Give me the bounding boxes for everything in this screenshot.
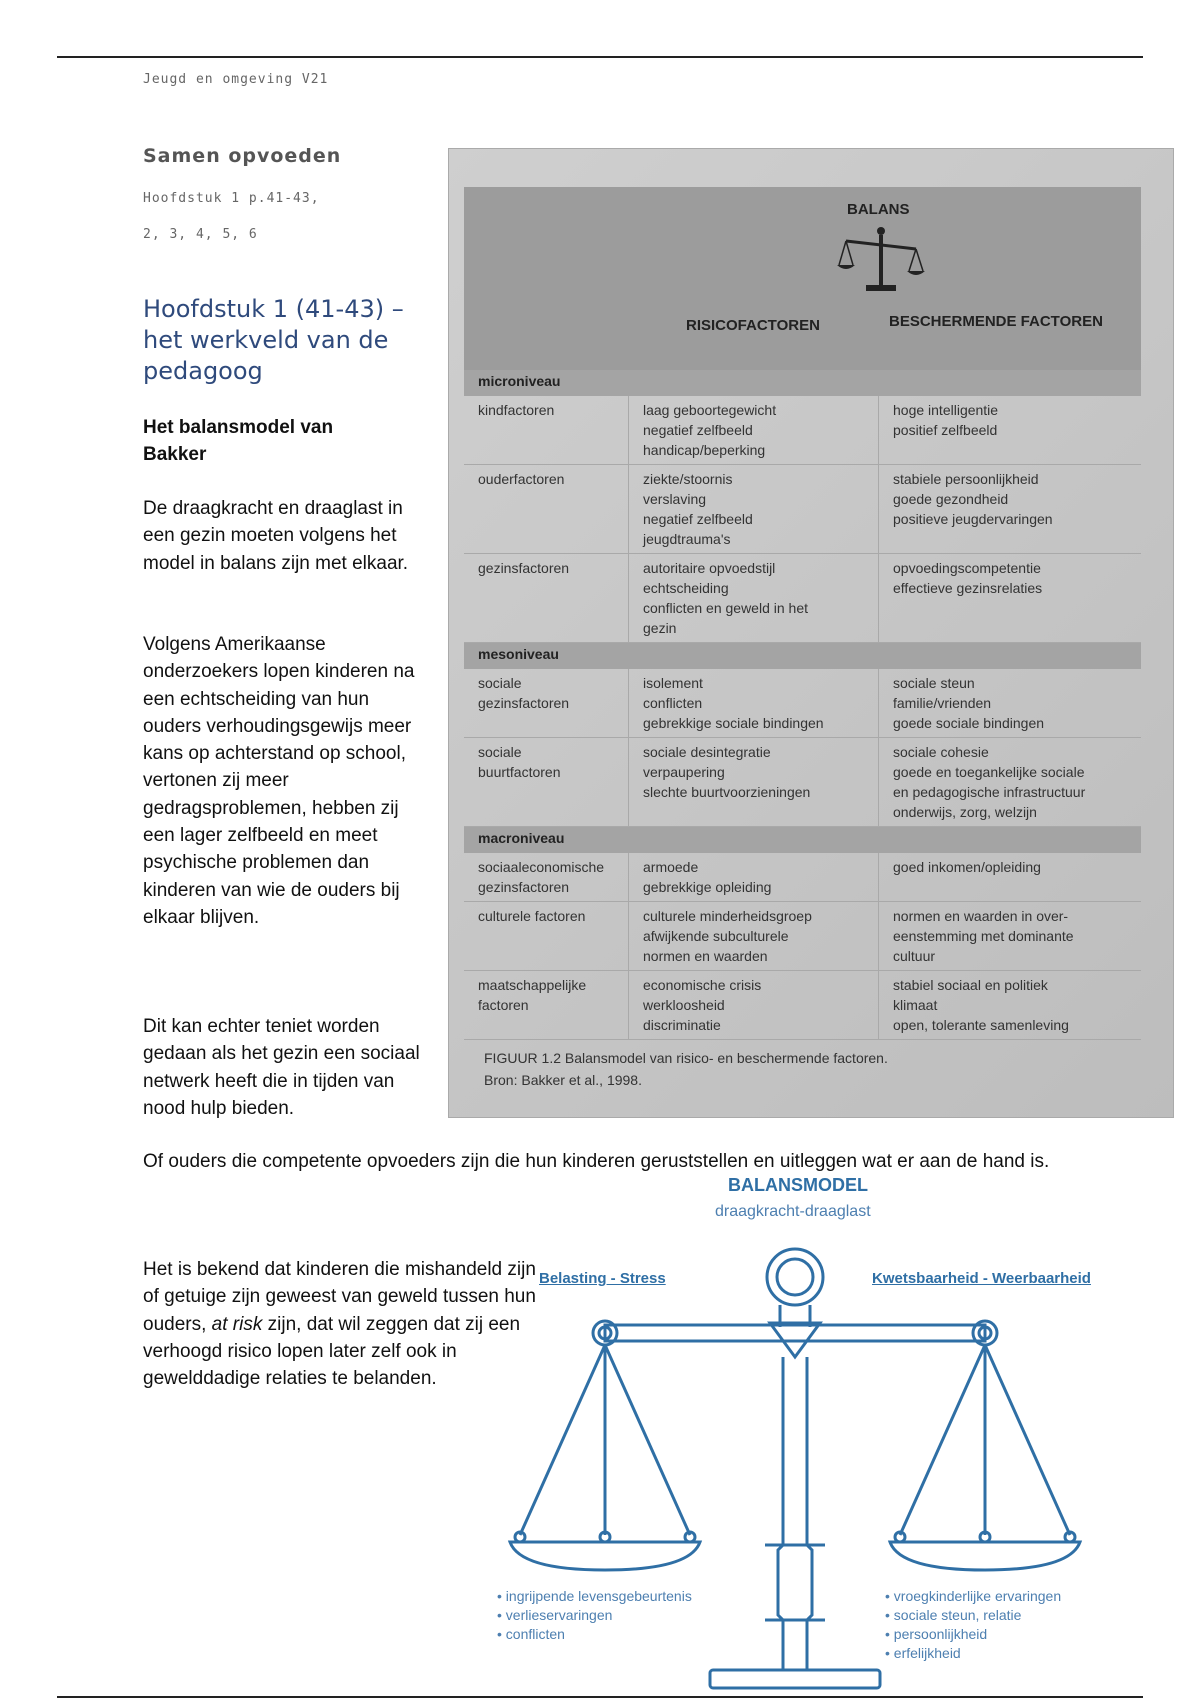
factor-cell [464,669,629,737]
cell-line: sociale cohesie [893,744,989,760]
cell-line: isolement [643,675,703,691]
section-subtitle-2: 2, 3, 4, 5, 6 [143,227,258,242]
cell-line: autoritaire opvoedstijl [643,560,776,576]
cell-line: sociale steun [893,675,975,691]
table-row [464,465,1141,554]
cell-line: effectieve gezinsrelaties [893,580,1043,596]
top-rule [57,56,1143,58]
cell-line: stabiel sociaal en politiek [893,977,1048,993]
factor-cell [464,902,629,970]
table-row [464,554,1141,643]
list-item: • persoonlijkheid [885,1625,1061,1644]
cell-line: goede gezondheid [893,491,1009,507]
cell-line: onderwijs, zorg, welzijn [893,804,1037,820]
cell-line: buurtfactoren [478,764,561,780]
protect-cell [879,396,1141,464]
model-subheading: Het balansmodel van Bakker [143,417,334,465]
level-header: macroniveau [464,827,1141,853]
paragraph-4: Of ouders die competente opvoeders zijn die hun kinderen geruststellen en uitleggen wat er aan de hand is. [143,1151,1050,1172]
table-row [464,669,1141,738]
right-pan-label: Kwetsbaarheid - Weerbaarheid [872,1270,1091,1287]
cell-line: echtscheiding [643,580,729,596]
cell-line: klimaat [893,997,938,1013]
left-pan-list [497,1587,692,1644]
factor-cell [464,465,629,553]
risk-cell [629,669,879,737]
scale-base [710,1670,880,1688]
figure-source: Bron: Bakker et al., 1998. [484,1072,642,1088]
cell-line: gezinsfactoren [478,695,570,711]
cell-line: negatief zelfbeeld [643,511,753,527]
cell-line: werkloosheid [643,997,725,1013]
section-title: Samen opvoeden [143,145,342,167]
cell-line: verpaupering [643,764,725,780]
cell-line: normen en waarden [643,948,768,964]
cell-line: open, tolerante samenleving [893,1017,1069,1033]
cell-line: gezin [643,620,677,636]
cell-line: opvoedingscompetentie [893,560,1041,576]
risk-column-header: RISICOFACTOREN [686,317,820,334]
cell-line: ouderfactoren [478,471,565,487]
left-pan [510,1542,700,1570]
protect-cell [879,971,1141,1039]
cell-line: hoge intelligentie [893,402,999,418]
cell-line: en pedagogische infrastructuur [893,784,1086,800]
table-body [464,370,1141,1040]
cell-line: cultuur [893,948,936,964]
cell-line: verslaving [643,491,707,507]
cell-line: armoede [643,859,699,875]
factor-cell [464,971,629,1039]
paragraph-5-end: zijn, dat wil zeggen dat zij een verhoogd risico lopen later zelf ook in gewelddadige relaties te belanden. [143,1313,521,1390]
cell-line: gebrekkige opleiding [643,879,772,895]
list-item: • sociale steun, relatie [885,1606,1061,1625]
cell-line: goede sociale bindingen [893,715,1045,731]
factor-cell [464,853,629,901]
right-pan-list [885,1587,1061,1663]
table-row [464,396,1141,465]
protect-cell [879,738,1141,826]
section-subtitle-1: Hoofdstuk 1 p.41-43, [143,191,320,206]
list-item: • vroegkinderlijke ervaringen [885,1587,1061,1606]
table-header [464,187,1141,370]
bottom-rule [57,1696,1143,1698]
cell-line: afwijkende subculturele [643,928,789,944]
cell-line: kindfactoren [478,402,555,418]
protect-cell [879,669,1141,737]
level-header: mesoniveau [464,643,1141,669]
cell-line: normen en waarden in over- [893,908,1069,924]
protect-cell [879,554,1141,642]
table-row [464,738,1141,827]
cell-line: handicap/beperking [643,442,766,458]
scale-beam [605,1325,985,1341]
paragraph-3: Dit kan echter teniet worden gedaan als het gezin een sociaal netwerk heeft die in tijden van nood hulp bieden. [143,1016,420,1119]
list-item: • ingrijpende levensgebeurtenis [497,1587,692,1606]
protect-column-header: BESCHERMENDE FACTOREN [889,313,1103,330]
level-header: microniveau [464,370,1141,396]
protect-cell [879,465,1141,553]
paragraph-5-start: Het is bekend dat kinderen die mishandeld zijn of getuige zijn geweest van geweld tussen hun ouders, [143,1259,536,1335]
risk-cell [629,902,879,970]
cell-line: jeugdtrauma's [643,531,731,547]
cell-line: conflicten en geweld in het [643,600,808,616]
cell-line: sociale [478,675,522,691]
cell-line: conflicten [643,695,703,711]
cell-line: sociale [478,744,522,760]
protect-cell [879,902,1141,970]
factor-cell [464,396,629,464]
balans-label: BALANS [847,201,910,218]
scale-icon [836,225,926,295]
cell-line: discriminatie [643,1017,721,1033]
risk-cell [629,554,879,642]
risk-cell [629,738,879,826]
scale-top-ring [767,1249,823,1305]
balance-table-photo [448,148,1174,1118]
cell-line: culturele minderheidsgroep [643,908,812,924]
list-item: • verlieservaringen [497,1606,692,1625]
protect-cell [879,853,1141,901]
cell-line: stabiele persoonlijkheid [893,471,1039,487]
table-row [464,971,1141,1040]
cell-line: ziekte/stoornis [643,471,733,487]
cell-line: slechte buurtvoorzieningen [643,784,811,800]
risk-cell [629,465,879,553]
cell-line: maatschappelijke [478,977,587,993]
table-row [464,902,1141,971]
cell-line: factoren [478,997,529,1013]
paragraph-5-italic: at risk [211,1313,263,1335]
cell-line: gezinsfactoren [478,560,570,576]
cell-line: positieve jeugdervaringen [893,511,1053,527]
cell-line: economische crisis [643,977,762,993]
paragraph-2: Volgens Amerikaanse onderzoekers lopen kinderen na een echtscheiding van hun ouders verhoudingsgewijs meer kans op achterstand op school, vertonen zij meer gedragsproblemen, hebben zij een lager zelfbeeld en meet psychische problemen dan kinderen van wie de ouders bij elkaar blijven. [143,634,415,928]
cell-line: negatief zelfbeeld [643,422,753,438]
balance-model-subtitle: draagkracht-draaglast [715,1203,871,1220]
table-row [464,853,1141,902]
cell-line: sociaaleconomische [478,859,605,875]
cell-line: sociale desintegratie [643,744,771,760]
scale-column [778,1357,812,1670]
cell-line: positief zelfbeeld [893,422,998,438]
list-item: • conflicten [497,1625,692,1644]
paragraph-1: De draagkracht en draaglast in een gezin moeten volgens het model in balans zijn met elkaar. [143,498,409,574]
list-item: • erfelijkheid [885,1644,1061,1663]
left-pan-label: Belasting - Stress [539,1270,666,1287]
cell-line: eenstemming met dominante [893,928,1074,944]
cell-line: goed inkomen/opleiding [893,859,1041,875]
factor-cell [464,738,629,826]
cell-line: goede en toegankelijke sociale [893,764,1085,780]
cell-line: culturele factoren [478,908,586,924]
cell-line: laag geboortegewicht [643,402,777,418]
risk-cell [629,396,879,464]
balance-model-title: BALANSMODEL [728,1175,868,1195]
risk-cell [629,853,879,901]
cell-line: gezinsfactoren [478,879,570,895]
chapter-heading: Hoofdstuk 1 (41-43) – het werkveld van de pedagoog [143,295,404,385]
factor-cell [464,554,629,642]
document-header: Jeugd en omgeving V21 [143,72,329,87]
risk-cell [629,971,879,1039]
balance-table [464,187,1141,1088]
cell-line: gebrekkige sociale bindingen [643,715,824,731]
cell-line: familie/vrienden [893,695,992,711]
figure-caption: FIGUUR 1.2 Balansmodel van risico- en beschermende factoren. [484,1050,888,1066]
right-pan [890,1542,1080,1570]
